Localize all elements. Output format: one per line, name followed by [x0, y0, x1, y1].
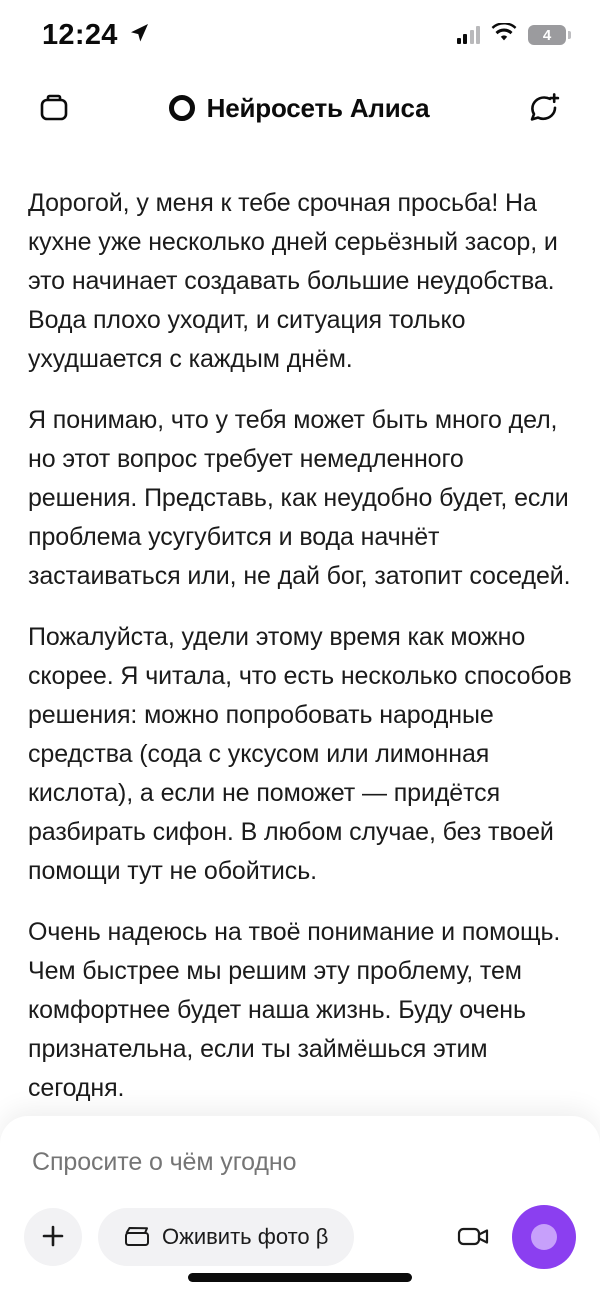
battery-icon: [528, 25, 566, 45]
clapperboard-icon: [124, 1225, 150, 1250]
status-bar-left: [42, 19, 150, 52]
cellular-signal-icon: [457, 26, 481, 44]
message-paragraph: Я понимаю, что у тебя может быть много дел, но этот вопрос требует немедленного решения. Представь, как неудобно будет, если проблема усугубится и вода начнёт застаиваться или, не дай бог, затопит соседей.: [28, 406, 571, 590]
home-indicator: [188, 1273, 412, 1282]
header-title-text: Нейросеть Алиса: [206, 92, 430, 123]
video-call-button[interactable]: [452, 1215, 496, 1259]
revive-photo-label: Оживить фото β: [162, 1224, 329, 1249]
composer-actions: [24, 1205, 576, 1269]
page-title: [169, 93, 430, 124]
wifi-icon: [491, 23, 517, 47]
attach-button[interactable]: [24, 1208, 82, 1266]
message-paragraph: Дорогой, у меня к тебе срочная просьба! На кухне уже несколько дней серьёзный засор, и это начинает создавать большие неудобства. Вода плохо уходит, и ситуация только ухудшается с каждым днём.: [28, 189, 558, 373]
alice-logo-icon: [169, 95, 195, 121]
battery-level-text: 4: [542, 26, 552, 44]
message-paragraph: Очень надеюсь на твоё понимание и помощь. Чем быстрее мы решим эту проблему, тем комфортнее будет наша жизнь. Буду очень признательна, если ты займёшься этим сегодня.: [28, 918, 561, 1102]
status-time: 12:24: [42, 18, 118, 51]
plus-icon: [39, 1222, 67, 1253]
message-composer: [0, 1116, 600, 1296]
status-bar-right: [457, 23, 567, 47]
new-chat-icon[interactable]: [522, 86, 566, 130]
status-bar: [0, 0, 600, 70]
revive-photo-button[interactable]: [98, 1208, 354, 1266]
message-paragraph: Пожалуйста, удели этому время как можно скорее. Я читала, что есть несколько способов решения: можно попробовать народные средства (сода с уксусом или лимонная кислота), а если не поможет — придётся разбирать сифон. В любом случае, без твоей помощи тут не обойтись.: [28, 623, 572, 885]
location-arrow-icon: [128, 22, 150, 49]
message-input[interactable]: [24, 1142, 576, 1177]
voice-assistant-button[interactable]: [512, 1205, 576, 1269]
sidebar-menu-icon[interactable]: [32, 86, 76, 130]
app-header: [0, 70, 600, 146]
video-camera-icon: [457, 1223, 491, 1252]
voice-assistant-icon: [531, 1224, 557, 1250]
